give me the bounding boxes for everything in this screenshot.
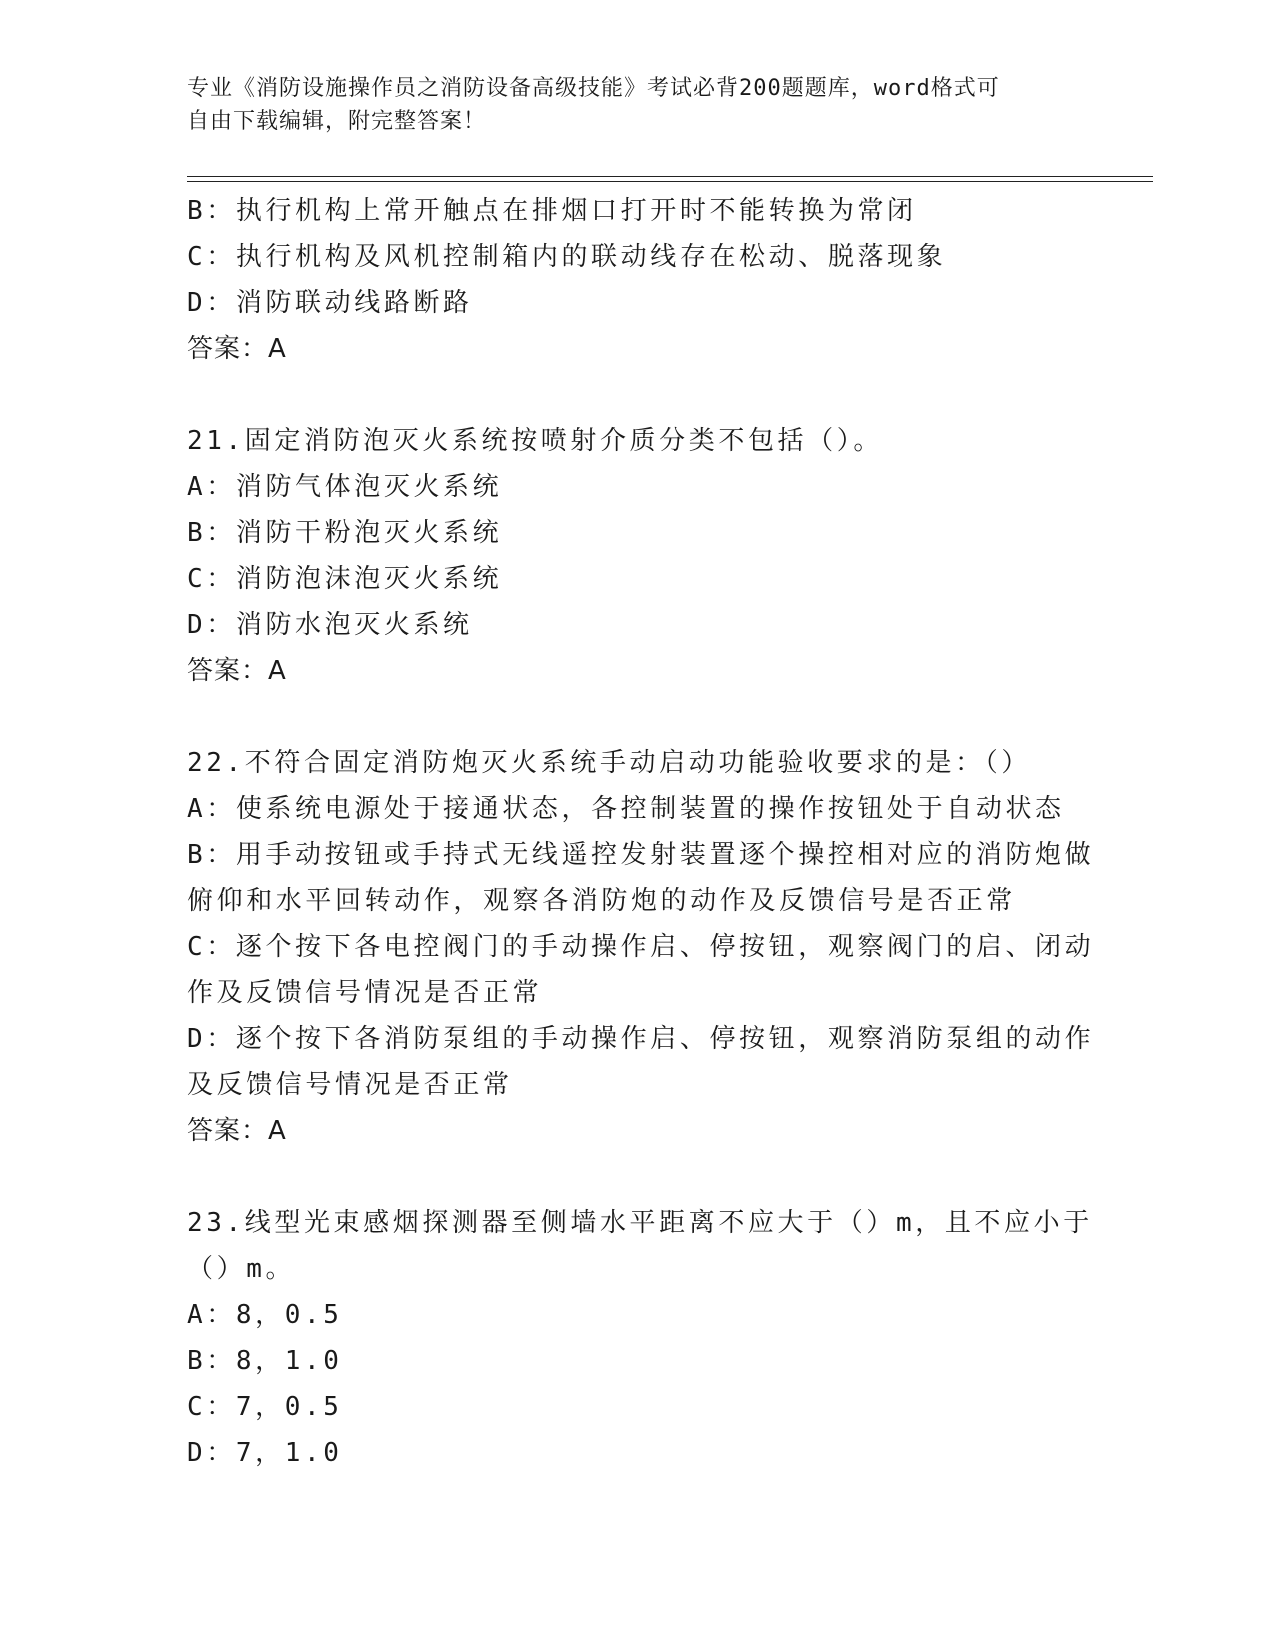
document-header — [187, 72, 1087, 138]
q22-option-d-line-2: 及反馈信号情况是否正常 — [187, 1070, 513, 1100]
q21-option-a: A：消防气体泡灭火系统 — [187, 472, 503, 502]
prev-option-c: C：执行机构及风机控制箱内的联动线存在松动、脱落现象 — [187, 242, 947, 272]
q22-option-d-line-1: D：逐个按下各消防泵组的手动操作启、停按钮，观察消防泵组的动作 — [187, 1024, 1095, 1054]
q23-question-line-1: 23.线型光束感烟探测器至侧墙水平距离不应大于（）m，且不应小于 — [187, 1208, 1093, 1238]
q23-option-d: D：7，1.0 — [187, 1438, 343, 1468]
prev-option-d: D：消防联动线路断路 — [187, 288, 473, 318]
q21-answer: 答案：A — [187, 656, 287, 686]
prev-answer: 答案：A — [187, 334, 287, 364]
q22-option-a: A：使系统电源处于接通状态，各控制装置的操作按钮处于自动状态 — [187, 794, 1065, 824]
q22-option-c-line-1: C：逐个按下各电控阀门的手动操作启、停按钮，观察阀门的启、闭动 — [187, 932, 1095, 962]
q23-question-line-2: （）m。 — [187, 1254, 296, 1284]
spacer — [187, 694, 1087, 740]
q23-option-c: C：7，0.5 — [187, 1392, 343, 1422]
header-title-line-1: 专业《消防设施操作员之消防设备高级技能》考试必背200题题库，word格式可 — [187, 76, 1000, 101]
header-divider-top — [187, 176, 1153, 177]
q23-option-a: A：8，0.5 — [187, 1300, 343, 1330]
q21-option-c: C：消防泡沫泡灭火系统 — [187, 564, 503, 594]
question-list — [187, 188, 1095, 1476]
q22-answer: 答案：A — [187, 1116, 287, 1146]
q22-option-c-line-2: 作及反馈信号情况是否正常 — [187, 978, 543, 1008]
spacer — [187, 1154, 1087, 1200]
q22-option-b-line-2: 俯仰和水平回转动作，观察各消防炮的动作及反馈信号是否正常 — [187, 886, 1016, 916]
q21-question: 21.固定消防泡灭火系统按喷射介质分类不包括（）。 — [187, 426, 883, 456]
header-title-line-2: 自由下载编辑，附完整答案！ — [187, 109, 487, 134]
q23-option-b: B：8，1.0 — [187, 1346, 343, 1376]
q22-option-b-line-1: B：用手动按钮或手持式无线遥控发射装置逐个操控相对应的消防炮做 — [187, 840, 1095, 870]
prev-option-b: B：执行机构上常开触点在排烟口打开时不能转换为常闭 — [187, 196, 917, 226]
q22-question: 22.不符合固定消防炮灭火系统手动启动功能验收要求的是：（） — [187, 748, 1031, 778]
spacer — [187, 372, 1087, 418]
q21-option-d: D：消防水泡灭火系统 — [187, 610, 473, 640]
header-divider-bottom — [187, 181, 1153, 182]
q21-option-b: B：消防干粉泡灭火系统 — [187, 518, 503, 548]
